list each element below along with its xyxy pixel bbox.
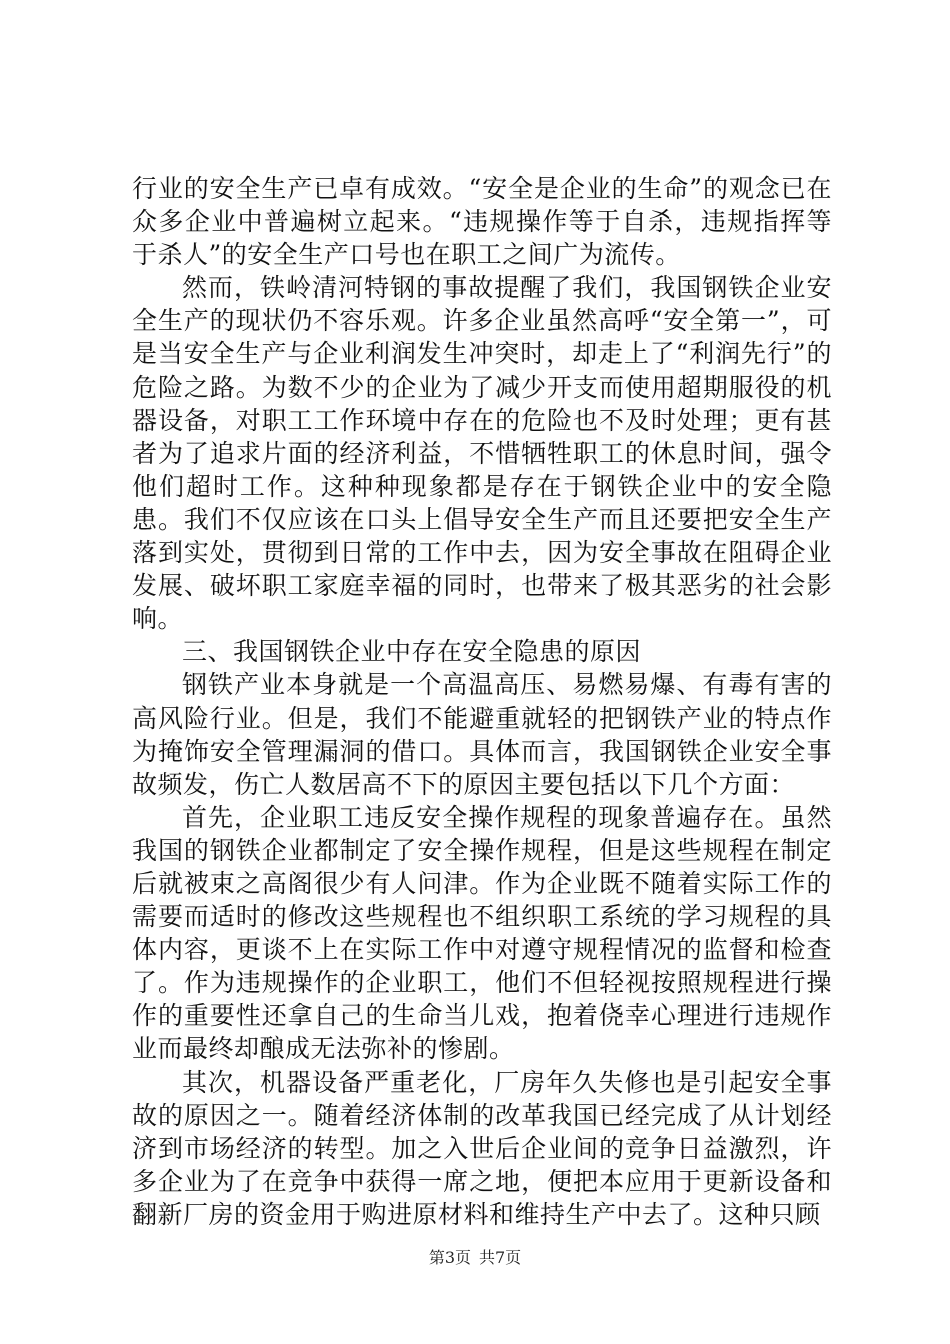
paragraph-second-reason: 其次，机器设备严重老化，厂房年久失修也是引起安全事故的原因之一。随着经济体制的改革我国已经完成了从计划经济到市场经济的转型。加之入世后企业间的竞争日益激烈，许多企业为了在竞争中获得一席之地，便把本应用于更新设备和翻新厂房的资金用于购进原材料和维持生产中去了。这种只顾	[132, 1067, 832, 1229]
paragraph-industry-risk: 钢铁产业本身就是一个高温高压、易燃易爆、有毒有害的高风险行业。但是，我们不能避重就轻的把钢铁产业的特点作为掩饰安全管理漏洞的借口。具体而言，我国钢铁企业安全事故频发，伤亡人数居高不下的原因主要包括以下几个方面：	[132, 670, 832, 799]
page-footer	[0, 1248, 950, 1268]
paragraph-first-reason: 首先，企业职工违反安全操作规程的现象普遍存在。虽然我国的钢铁企业都制定了安全操作规程，但是这些规程在制定后就被束之高阁很少有人问津。作为企业既不随着实际工作的需要而适时的修改这些规程也不组织职工系统的学习规程的具体内容，更谈不上在实际工作中对遵守规程情况的监督和检查了。作为违规操作的企业职工，他们不但轻视按照规程进行操作的重要性还拿自己的生命当儿戏，抱着侥幸心理进行违规作业而最终却酿成无法弥补的惨剧。	[132, 802, 832, 1064]
page-number: 第3页	[428, 1248, 471, 1267]
paragraph-continuation: 行业的安全生产已卓有成效。“安全是企业的生命”的观念已在众多企业中普遍树立起来。“违规操作等于自杀，违规指挥等于杀人”的安全生产口号也在职工之间广为流传。	[132, 174, 832, 270]
section-heading: 三、我国钢铁企业中存在安全隐患的原因	[182, 637, 642, 667]
document-body	[132, 172, 832, 1231]
total-pages: 共7页	[479, 1248, 522, 1267]
paragraph-safety-status: 然而，铁岭清河特钢的事故提醒了我们，我国钢铁企业安全生产的现状仍不容乐观。许多企业虽然高呼“安全第一”，可是当安全生产与企业利润发生冲突时，却走上了“利润先行”的危险之路。为数不少的企业为了减少开支而使用超期服役的机器设备，对职工工作环境中存在的危险也不及时处理；更有甚者为了追求片面的经济利益，不惜牺牲职工的休息时间，强令他们超时工作。这种种现象都是存在于钢铁企业中的安全隐患。我们不仅应该在口头上倡导安全生产而且还要把安全生产落到实处，贯彻到日常的工作中去，因为安全事故在阻碍企业发展、破坏职工家庭幸福的同时，也带来了极其恶劣的社会影响。	[132, 273, 832, 634]
